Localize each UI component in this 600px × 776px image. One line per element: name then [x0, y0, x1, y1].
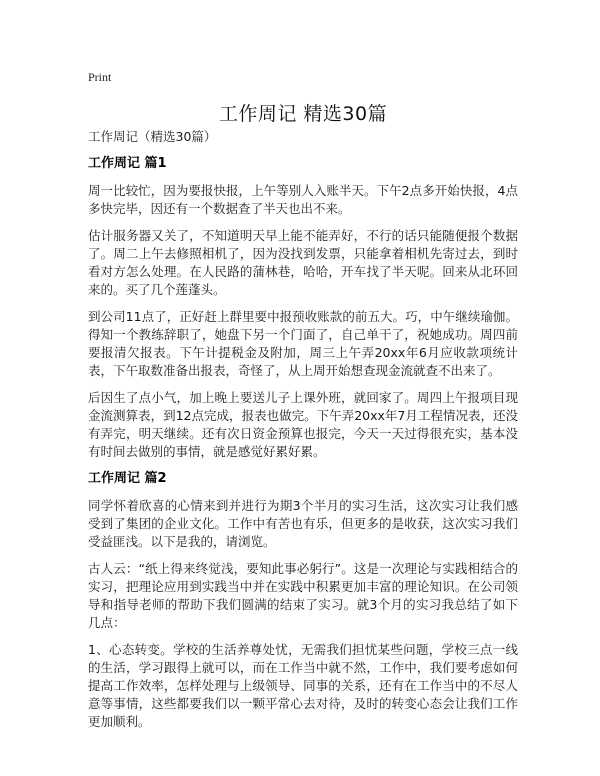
paragraph: 1、心态转变。学校的生活养尊处忧，无需我们担忧某些问题，学校三点一线的生活，学习跟得上就可以，而在工作当中就不然，工作中，我们要考虑如何提高工作效率，怎样处理与上级领导、同事的关系，还有在工作当中的不尽人意等事情，这些都要我们以一颗平常心去对待，及时的转变心态会让我们工作更加顺利。 — [88, 642, 518, 729]
document-body — [88, 128, 518, 740]
print-label: Print — [88, 70, 112, 84]
paragraph: 同学怀着欣喜的心情来到并进行为期3个半月的实习生活，这次实习让我们感受到了集团的企业文化。工作中有苦也有乐，但更多的是收获，这次实习我们受益匪浅。以下是我的，请浏览。 — [88, 498, 518, 549]
paragraph: 古人云：“纸上得来终觉浅，要知此事必躬行”。这是一次理论与实践相结合的实习，把理论应用到实践当中并在实践中积累更加丰富的理论知识。在公司领导和指导老师的帮助下我们圆满的结束了实习。就3个月的实习我总结了如下几点： — [88, 561, 518, 630]
document-subtitle: 工作周记（精选30篇） — [88, 129, 217, 144]
paragraph: 周一比较忙，因为要报快报，上午等别人入账半天。下午2点多开始快报，4点多快完毕，因还有一个数据查了半天也出不来。 — [88, 183, 518, 216]
paragraph: 估计服务器又关了，不知道明天早上能不能弄好，不行的话只能随便报个数据了。周二上午去修照相机了，因为没找到发票，只能拿着相机先寄过去，到时看对方怎么处理。在人民路的蒲林巷，哈哈，开车找了半天呢。回来从北环回来的。买了几个莲蓬头。 — [88, 228, 518, 297]
paragraph: 到公司11点了，正好赶上群里要中报预收账款的前五大。巧，中午继续瑜伽。得知一个教练辞职了，她盘下另一个门面了，自己单干了，祝她成功。周四前要报清欠报表。下午计提税金及附加，周三上午弄20xx年6月应收款项统计表，下午取数准备出报表，奇怪了，从上周开始想查现金流就查不出来了。 — [88, 309, 518, 378]
page-title: 工作周记 精选30篇 — [218, 103, 388, 125]
section-heading-1: 工作周记 篇1 — [88, 156, 167, 171]
paragraph: 后因生了点小气，加上晚上要送儿子上课外班，就回家了。周四上午报项目现金流测算表，到12点完成，报表也做完。下午弄20xx年7月工程情况表，还没有弄完，明天继续。还有次日资金预算也报完，今天一天过得很充实，基本没有时间去做别的事情，就是感觉好累好累。 — [88, 390, 518, 459]
section-heading-2: 工作周记 篇2 — [88, 471, 167, 486]
